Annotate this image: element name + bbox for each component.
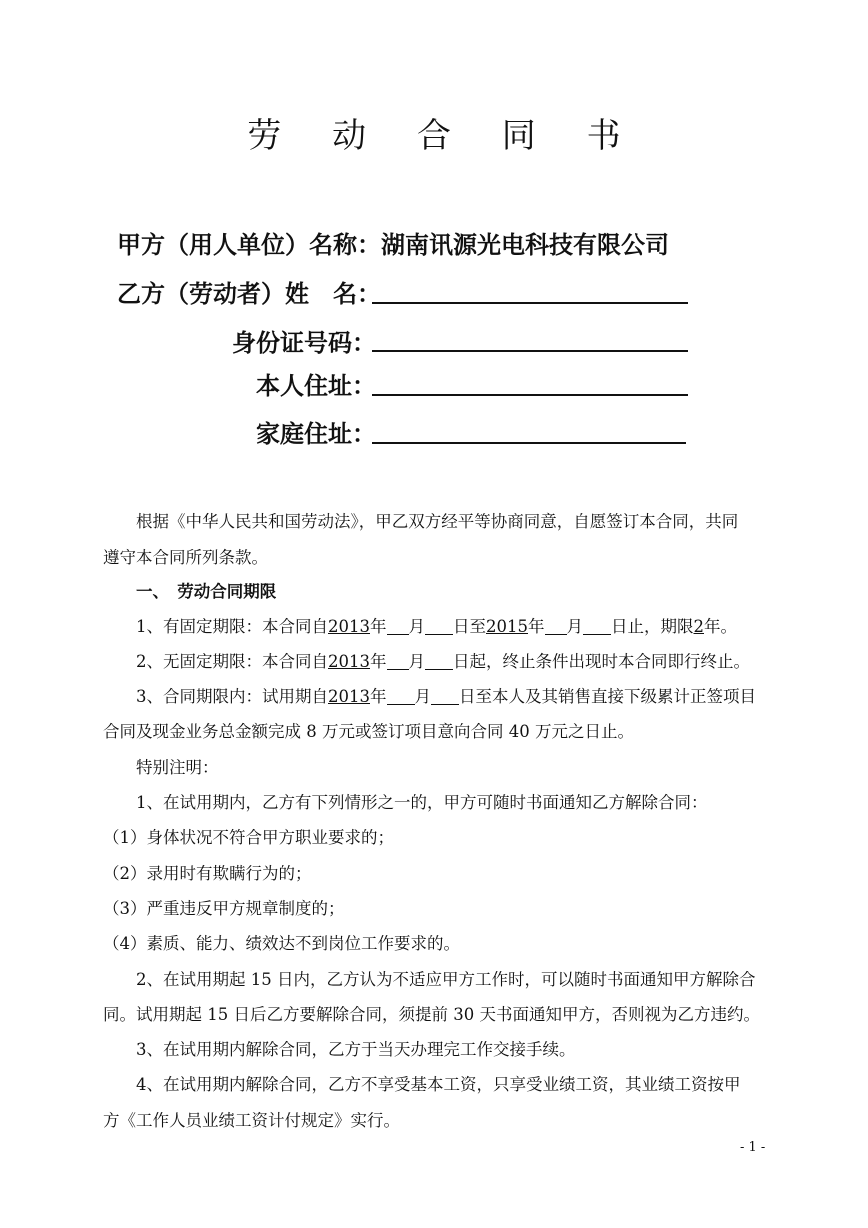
note1-item: （3）严重违反甲方规章制度的；	[103, 899, 345, 918]
item2-start-year: 2013	[328, 652, 370, 671]
home-address-field[interactable]	[372, 442, 686, 444]
id-number-label: 身份证号码：	[232, 328, 376, 357]
section1-title: 一、 劳动合同期限	[136, 582, 277, 601]
item1-start-day-blank[interactable]	[425, 616, 453, 635]
page-number: - 1 -	[740, 1140, 766, 1155]
item1-end-month-blank[interactable]	[545, 616, 567, 635]
note1-item: （2）录用时有欺瞒行为的；	[103, 864, 312, 883]
item2-day-blank[interactable]	[425, 651, 453, 670]
party-b-name-label: 乙方（劳动者）姓 名：	[117, 279, 381, 308]
home-address-label: 家庭住址：	[256, 419, 376, 448]
intro-paragraph-line1: 根据《中华人民共和国劳动法》，甲乙双方经平等协商同意，自愿签订本合同，共同	[136, 512, 739, 531]
note2-line1: 2、在试用期起 15 日内，乙方认为不适应甲方工作时，可以随时书面通知甲方解除合	[136, 970, 756, 989]
party-b-name-field[interactable]	[372, 302, 688, 304]
item1-end-day-blank[interactable]	[583, 616, 611, 635]
note4-line1: 4、在试用期内解除合同，乙方不享受基本工资，只享受业绩工资，其业绩工资按甲	[136, 1075, 741, 1094]
item1-term-years: 2	[693, 617, 704, 636]
item3-probation-line2: 合同及现金业务总金额完成 8 万元或签订项目意向合同 40 万元之日止。	[103, 722, 634, 741]
note1-item: （1）身体状况不符合甲方职业要求的；	[103, 828, 394, 847]
note1-item: （4）素质、能力、绩效达不到岗位工作要求的。	[103, 934, 460, 953]
item3-probation-line1: 3、合同期限内：试用期自2013年 月 日至本人及其销售直接下级累计正签项目	[136, 687, 756, 706]
item2-open-term: 2、无固定期限：本合同自2013年 月 日起，终止条件出现时本合同即行终止。	[136, 652, 750, 671]
special-note-heading: 特别注明：	[136, 758, 219, 777]
own-address-label: 本人住址：	[256, 371, 376, 400]
note1: 1、在试用期内，乙方有下列情形之一的，甲方可随时书面通知乙方解除合同：	[136, 793, 708, 812]
note4-line2: 方《工作人员业绩工资计付规定》实行。	[103, 1111, 400, 1130]
item1-start-month-blank[interactable]	[387, 616, 409, 635]
item3-day-blank[interactable]	[431, 686, 459, 705]
item3-start-year: 2013	[328, 687, 370, 706]
item1-fixed-term: 1、有固定期限：本合同自2013年 月 日至2015年 月 日止，期限2年。	[136, 617, 737, 636]
party-a-label: 甲方（用人单位）名称：	[117, 230, 381, 259]
item1-start-year: 2013	[328, 617, 370, 636]
party-a-line	[117, 229, 669, 261]
document-title: 劳 动 合 同 书	[247, 116, 641, 156]
intro-paragraph-line2: 遵守本合同所列条款。	[103, 548, 268, 567]
item2-month-blank[interactable]	[387, 651, 409, 670]
id-number-field[interactable]	[372, 350, 688, 352]
own-address-field[interactable]	[372, 394, 688, 396]
item3-month-blank[interactable]	[387, 686, 415, 705]
item1-end-year: 2015	[486, 617, 528, 636]
note2-line2: 同。试用期起 15 日后乙方要解除合同，须提前 30 天书面通知甲方，否则视为乙方违约。	[103, 1005, 760, 1024]
party-a-company-name: 湖南讯源光电科技有限公司	[381, 230, 669, 259]
note3: 3、在试用期内解除合同，乙方于当天办理完工作交接手续。	[136, 1040, 576, 1059]
